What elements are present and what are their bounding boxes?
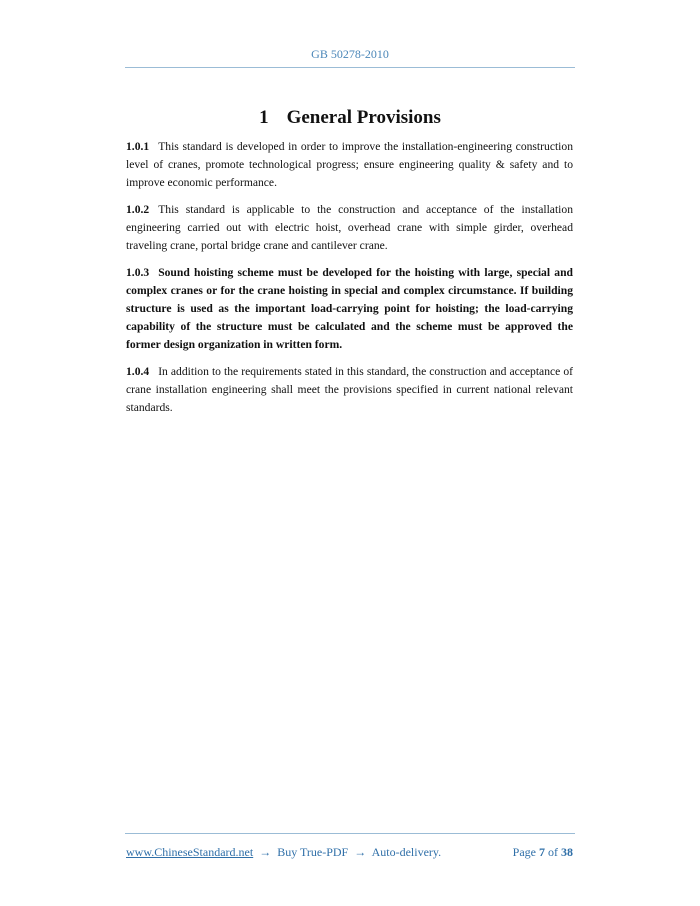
- chapter-title: [0, 107, 700, 129]
- page-indicator: [513, 845, 573, 860]
- clause-number: 1.0.4: [126, 365, 150, 378]
- clause-number: 1.0.3: [126, 266, 150, 279]
- clause-1-0-1: [126, 138, 573, 192]
- document-body: [126, 138, 573, 426]
- clause-number: 1.0.2: [126, 203, 150, 216]
- chapter-number: 1: [259, 107, 269, 128]
- page-current: 7: [539, 845, 545, 859]
- header-standard-code: GB 50278-2010: [311, 47, 389, 61]
- clause-1-0-4: [126, 363, 573, 417]
- website-link[interactable]: www.ChineseStandard.net: [126, 845, 254, 859]
- clause-1-0-3: [126, 264, 573, 354]
- clause-text: In addition to the requirements stated in this standard, the construction and acceptance of crane installation engineering shall meet the provisions specified in current national relevant standards.: [126, 365, 573, 414]
- arrow-right-icon: →: [259, 845, 272, 859]
- clause-text: This standard is developed in order to improve the installation-engineering construction level of cranes, promote technological progress; ensure engineering quality & safety and to improve economic performance.: [126, 140, 573, 189]
- page-of: of: [548, 845, 558, 859]
- clause-text: This standard is applicable to the construction and acceptance of the installation engineering carried out with electric hoist, overhead crane with simple girder, overhead traveling crane, portal bridge crane and cantilever crane.: [126, 203, 573, 252]
- clause-text: Sound hoisting scheme must be developed for the hoisting with large, special and complex cranes or for the crane hoisting in special and complex circumstance. If building structure is used as the important load-carrying point for hoisting; the load-carrying capability of the structure must be calculated and the scheme must be approved the former design organization in written form.: [126, 266, 573, 351]
- arrow-right-icon: →: [354, 845, 367, 859]
- chapter-title-text: General Provisions: [286, 107, 441, 128]
- clause-number: 1.0.1: [126, 140, 150, 153]
- footer: [126, 845, 573, 860]
- footer-divider: [125, 833, 575, 834]
- header-divider: [125, 67, 575, 68]
- page-label: Page: [512, 845, 536, 859]
- buy-pdf-text: Buy True-PDF: [277, 845, 349, 859]
- clause-1-0-2: [126, 201, 573, 255]
- auto-delivery-text: Auto-delivery.: [371, 845, 442, 859]
- page-total: 38: [561, 845, 573, 859]
